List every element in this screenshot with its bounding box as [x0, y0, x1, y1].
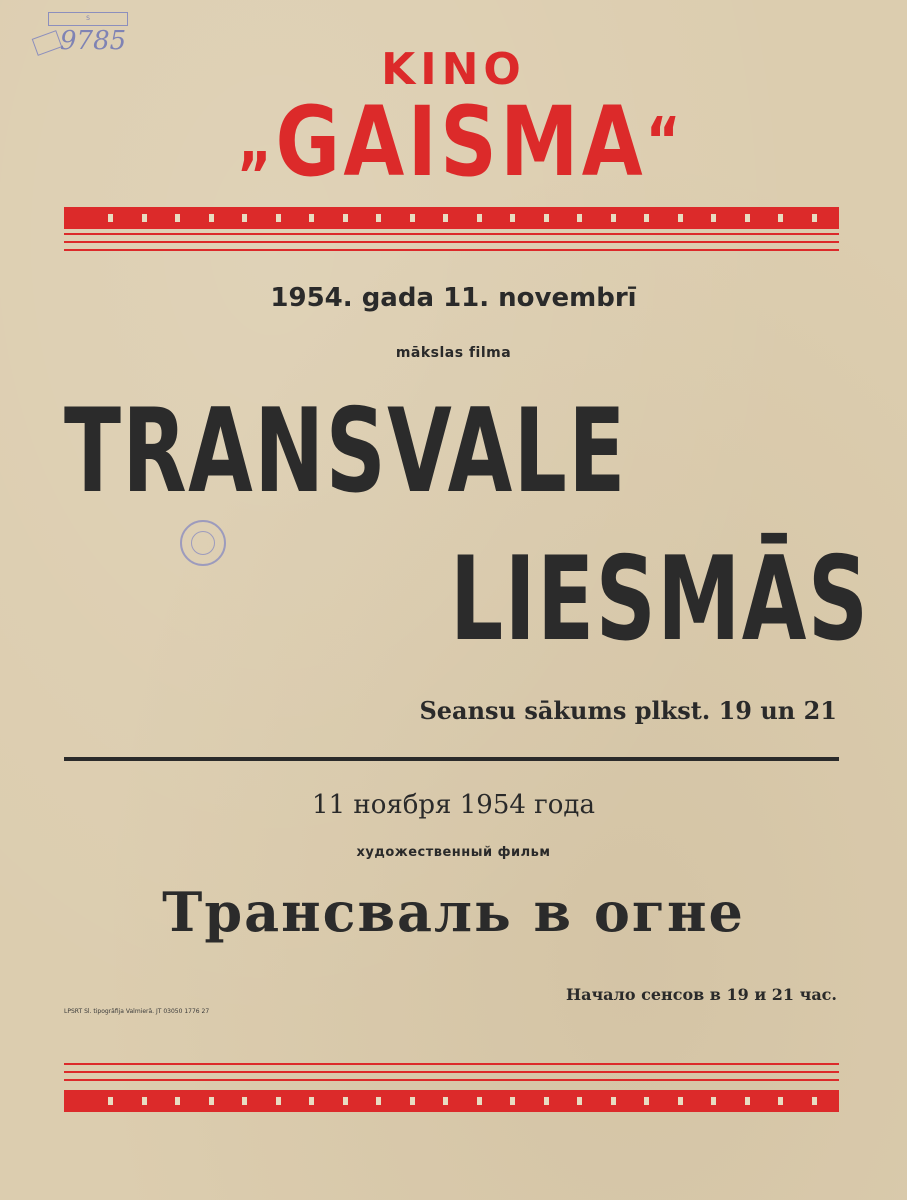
sprocket-hole — [510, 214, 515, 222]
sprocket-hole — [309, 214, 314, 222]
sprocket-hole — [108, 1097, 113, 1105]
sprocket-hole — [778, 1097, 783, 1105]
sprocket-hole — [343, 1097, 348, 1105]
kino-label: KINO — [381, 44, 526, 95]
sprocket-hole — [242, 1097, 247, 1105]
quote-open: „ — [237, 105, 276, 179]
cinema-name — [237, 86, 684, 198]
showtimes-russian: Начало сенсов в 19 и 21 час. — [565, 985, 837, 1004]
language-divider — [64, 757, 839, 761]
film-title-russian: Трансваль в огне — [162, 880, 745, 944]
bottom-stripe-3 — [64, 1079, 839, 1081]
sprocket-hole — [209, 214, 214, 222]
film-type-russian: художественный фильм — [356, 845, 551, 860]
sprocket-hole — [142, 1097, 147, 1105]
sprocket-hole — [477, 214, 482, 222]
printer-imprint: LPSRT Sl. tipogrāfija Valmierā. JT 03050 1776 27 — [64, 1008, 210, 1015]
sprocket-hole — [577, 1097, 582, 1105]
sprocket-hole — [778, 214, 783, 222]
film-title-line2: LIESMĀS — [450, 532, 870, 667]
library-round-stamp — [180, 520, 226, 566]
top-stripe-2 — [64, 241, 839, 243]
film-title-line1: TRANSVALE — [64, 384, 627, 519]
sprocket-hole — [611, 1097, 616, 1105]
sprocket-hole — [510, 1097, 515, 1105]
sprocket-hole — [544, 1097, 549, 1105]
sprocket-hole — [443, 214, 448, 222]
date-russian: 11 ноября 1954 года — [312, 790, 595, 820]
sprocket-hole — [376, 214, 381, 222]
sprocket-hole — [477, 1097, 482, 1105]
sprocket-hole — [443, 1097, 448, 1105]
sprocket-hole — [644, 1097, 649, 1105]
sprocket-hole — [209, 1097, 214, 1105]
sprocket-hole — [678, 214, 683, 222]
archive-stamp-text: S — [86, 15, 90, 22]
sprocket-hole — [343, 214, 348, 222]
date-latvian: 1954. gada 11. novembrī — [270, 283, 637, 313]
bottom-stripe-1 — [64, 1063, 839, 1065]
sprocket-hole — [812, 1097, 817, 1105]
sprocket-hole — [812, 214, 817, 222]
quote-close: “ — [645, 105, 684, 179]
sprocket-hole — [108, 214, 113, 222]
sprocket-hole — [611, 214, 616, 222]
sprocket-hole — [711, 214, 716, 222]
sprocket-hole — [376, 1097, 381, 1105]
top-stripe-3 — [64, 249, 839, 251]
library-round-stamp-inner — [191, 531, 215, 555]
sprocket-hole — [745, 1097, 750, 1105]
sprocket-hole — [410, 214, 415, 222]
sprocket-hole — [410, 1097, 415, 1105]
sprocket-hole — [175, 214, 180, 222]
sprocket-hole — [678, 1097, 683, 1105]
sprocket-hole — [309, 1097, 314, 1105]
sprocket-hole — [544, 214, 549, 222]
top-stripe-1 — [64, 233, 839, 235]
bottom-stripe-2 — [64, 1071, 839, 1073]
sprocket-hole — [142, 214, 147, 222]
sprocket-hole — [276, 1097, 281, 1105]
sprocket-hole — [711, 1097, 716, 1105]
sprocket-hole — [276, 214, 281, 222]
sprocket-hole — [242, 214, 247, 222]
archive-number: 9785 — [60, 26, 127, 56]
sprocket-hole — [175, 1097, 180, 1105]
archive-stamp — [48, 12, 128, 26]
bottom-film-strip-holes — [64, 1090, 839, 1112]
sprocket-hole — [577, 214, 582, 222]
film-type-latvian: mākslas filma — [395, 345, 512, 361]
top-film-strip-holes — [64, 207, 839, 229]
cinema-name-text: GAISMA — [275, 86, 646, 198]
sprocket-hole — [644, 214, 649, 222]
sprocket-hole — [745, 214, 750, 222]
showtimes-latvian: Seansu sākums plkst. 19 un 21 — [419, 696, 837, 725]
